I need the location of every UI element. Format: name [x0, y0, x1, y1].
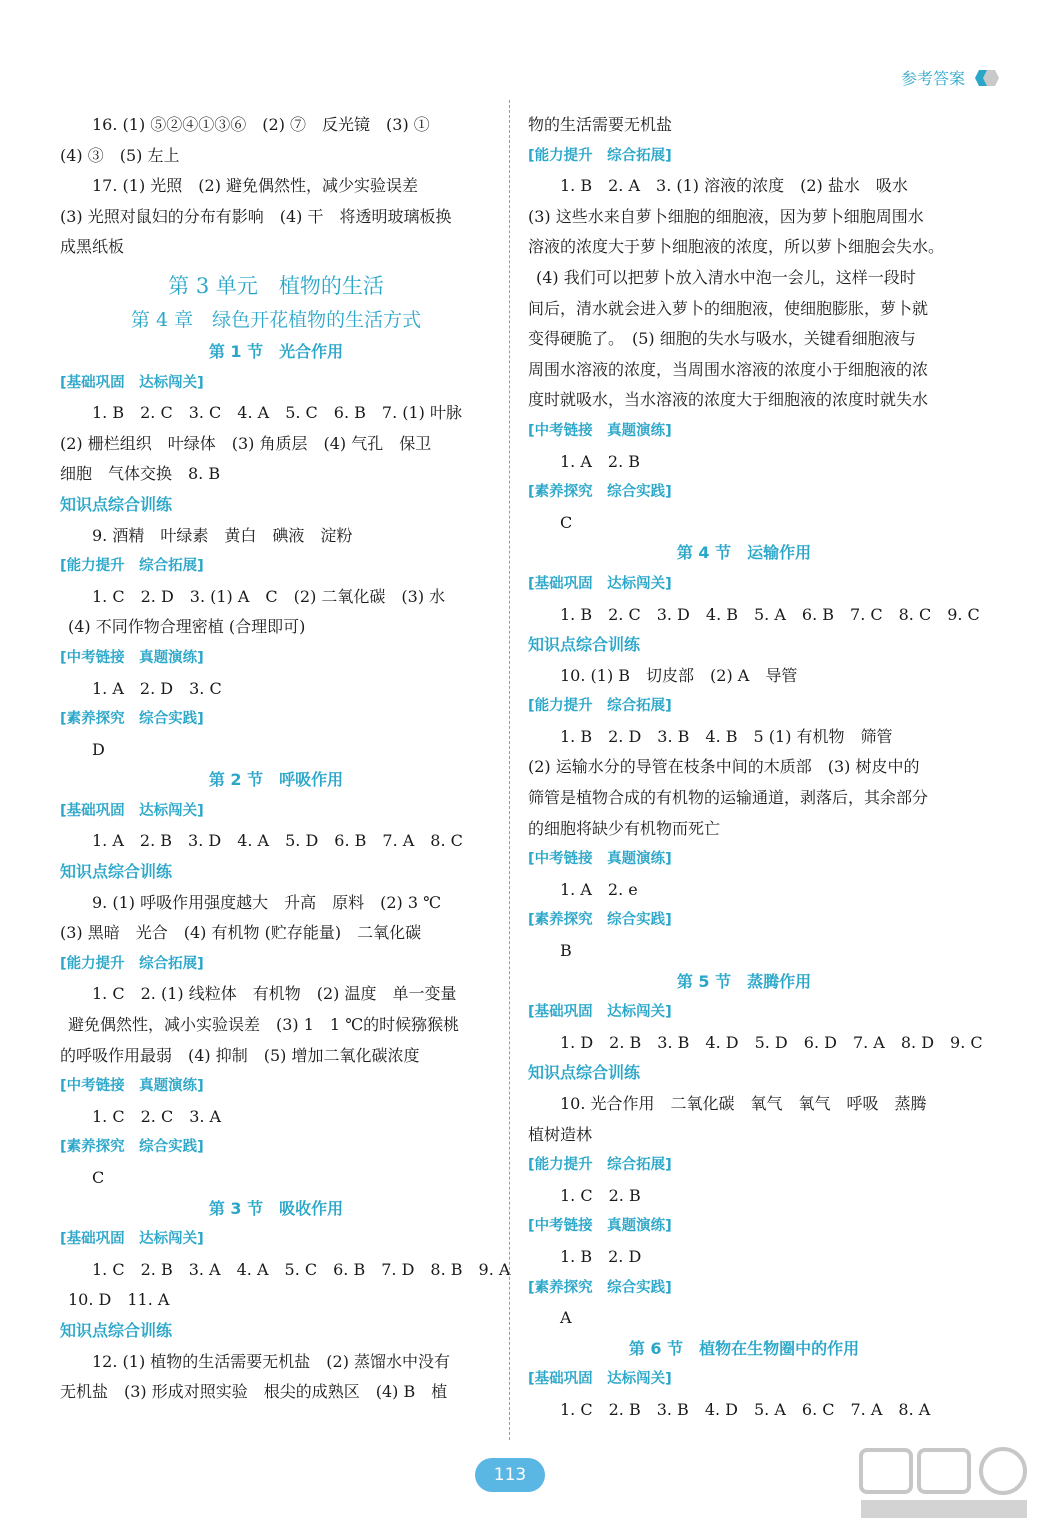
left-column	[60, 110, 511, 1408]
answer-line: 9. 酒精 叶绿素 黄白 碘液 淀粉	[92, 525, 353, 545]
answer-line: 间后，清水就会进入萝卜的细胞液，使细胞膨胀，萝卜就	[528, 298, 929, 318]
answer-line: 10. D 11. A	[68, 1290, 170, 1310]
section-tag: [中考链接 真题演练]	[60, 649, 204, 666]
section-tag: [素养探究 综合实践]	[60, 1139, 204, 1156]
section-title: 第 5 节 蒸腾作用	[676, 971, 812, 991]
answer-line: 细胞 气体交换 8. B	[60, 464, 221, 484]
section-tag: [基础巩固 达标闯关]	[528, 1371, 672, 1388]
watermark-logo	[857, 1444, 1037, 1524]
answer-line: 周围水溶液的浓度，当周围水溶液的浓度小于细胞液的浓	[528, 359, 929, 379]
answer-line: 1. A 2. B 3. D 4. A 5. D 6. B 7. A 8. C	[92, 831, 463, 851]
answer-line: 物的生活需要无机盐	[528, 115, 673, 134]
knowledge-heading: 知识点综合训练	[528, 635, 641, 655]
knowledge-heading: 知识点综合训练	[528, 1063, 641, 1083]
section-tag: [基础巩固 达标闯关]	[528, 575, 672, 592]
page-number: 113	[493, 1465, 527, 1485]
section-title: 第 4 节 运输作用	[676, 543, 812, 563]
section-tag: [中考链接 真题演练]	[60, 1078, 204, 1095]
header-section-label	[901, 66, 997, 89]
answer-line: 1. C 2. C 3. A	[92, 1106, 222, 1126]
answer-line: 1. B 2. D	[560, 1246, 642, 1266]
chapter-title: 第 4 章 绿色开花植物的生活方式	[130, 308, 422, 331]
answer-line: 12. (1) 植物的生活需要无机盐 (2) 蒸馏水中没有	[92, 1351, 451, 1371]
answer-line: 1. A 2. D 3. C	[92, 678, 222, 698]
answer-line: 16. (1) ⑤②④①③⑥ (2) ⑦ 反光镜 (3) ①	[92, 115, 430, 134]
answer-line: 1. C 2. (1) 线粒体 有机物 (2) 温度 单一变量	[92, 984, 457, 1004]
section-tag: [能力提升 综合拓展]	[60, 955, 204, 972]
section-tag: [中考链接 真题演练]	[528, 851, 672, 868]
unit-title: 第 3 单元 植物的生活	[168, 273, 384, 298]
section-tag: [能力提升 综合拓展]	[60, 558, 204, 575]
section-tag: [基础巩固 达标闯关]	[60, 1231, 204, 1248]
section-tag: [素养探究 综合实践]	[528, 912, 672, 929]
answer-line: D	[92, 739, 105, 759]
section-tag: [素养探究 综合实践]	[528, 1279, 672, 1296]
answer-line: 17. (1) 光照 (2) 避免偶然性，减少实验误差	[92, 176, 419, 196]
answer-line: (4) 我们可以把萝卜放入清水中泡一会儿，这样一段时	[536, 267, 916, 287]
section-tag: [基础巩固 达标闯关]	[60, 802, 204, 819]
knowledge-heading: 知识点综合训练	[60, 494, 173, 514]
right-column	[528, 110, 983, 1426]
answer-line: 1. B 2. C 3. C 4. A 5. C 6. B 7. (1) 叶脉	[92, 403, 463, 423]
answer-line: (4) ③ (5) 左上	[60, 145, 180, 165]
answer-line: 无机盐 (3) 形成对照实验 根尖的成熟区 (4) B 植	[60, 1382, 448, 1402]
section-tag: [中考链接 真题演练]	[528, 1218, 672, 1235]
section-title: 第 3 节 吸收作用	[208, 1198, 344, 1218]
answer-line: 的呼吸作用最弱 (4) 抑制 (5) 增加二氧化碳浓度	[60, 1045, 420, 1065]
answer-line: 10. (1) B 切皮部 (2) A 导管	[560, 665, 798, 685]
answer-line: 1. C 2. D 3. (1) A C (2) 二氧化碳 (3) 水	[92, 586, 446, 606]
answer-line: (3) 黑暗 光合 (4) 有机物 (贮存能量) 二氧化碳	[60, 923, 422, 943]
answer-line: 变得硬脆了。 (5) 细胞的失水与吸水，关键看细胞液与	[528, 329, 916, 349]
answer-line: 1. D 2. B 3. B 4. D 5. D 6. D 7. A 8. D 9. C	[560, 1032, 983, 1052]
hexagon-icon	[971, 67, 997, 89]
section-tag: [基础巩固 达标闯关]	[528, 1004, 672, 1021]
section-tag: [基础巩固 达标闯关]	[60, 374, 204, 391]
answer-line: C	[560, 512, 573, 532]
knowledge-heading: 知识点综合训练	[60, 1320, 173, 1340]
answer-line: 筛管是植物合成的有机物的运输通道，剥落后，其余部分	[528, 788, 929, 808]
section-tag: [能力提升 综合拓展]	[528, 1157, 672, 1174]
section-title: 第 1 节 光合作用	[208, 341, 344, 361]
section-title: 第 6 节 植物在生物圈中的作用	[628, 1338, 860, 1358]
answer-line: 1. B 2. A 3. (1) 溶液的浓度 (2) 盐水 吸水	[560, 176, 908, 196]
answer-line: 避免偶然性，减小实验误差 (3) 1 1 ℃的时候猕猴桃	[68, 1015, 460, 1035]
section-tag: [能力提升 综合拓展]	[528, 698, 672, 715]
answer-line: 1. C 2. B 3. B 4. D 5. A 6. C 7. A 8. A	[560, 1399, 931, 1419]
knowledge-heading: 知识点综合训练	[60, 862, 173, 882]
answer-line: 的细胞将缺少有机物而死亡	[528, 818, 721, 838]
answer-line: 1. B 2. C 3. D 4. B 5. A 6. B 7. C 8. C 9. C	[560, 604, 980, 624]
answer-line: (3) 这些水来自萝卜细胞的细胞液，因为萝卜细胞周围水	[528, 206, 924, 226]
answer-line: 10. 光合作用 二氧化碳 氧气 氧气 呼吸 蒸腾	[560, 1094, 927, 1113]
answer-line: 1. A 2. e	[560, 879, 638, 899]
header-label-text: 参考答案	[900, 69, 965, 88]
section-tag: [中考链接 真题演练]	[528, 422, 672, 439]
answer-line: 度时就吸水，当水溶液的浓度大于细胞液的浓度时就失水	[528, 390, 929, 410]
column-divider	[509, 100, 510, 1440]
section-tag: [素养探究 综合实践]	[528, 484, 672, 501]
section-tag: [能力提升 综合拓展]	[528, 147, 672, 164]
answer-line: 9. (1) 呼吸作用强度越大 升高 原料 (2) 3 ℃	[92, 892, 442, 912]
answer-line: (2) 运输水分的导管在枝条中间的木质部 (3) 树皮中的	[528, 757, 920, 777]
answer-line: 1. A 2. B	[560, 451, 641, 471]
section-tag: [素养探究 综合实践]	[60, 711, 204, 728]
answer-line: (3) 光照对鼠妇的分布有影响 (4) 干 将透明玻璃板换	[60, 206, 452, 226]
answer-line: 1. C 2. B	[560, 1185, 641, 1205]
answer-line: 植树造林	[528, 1124, 593, 1144]
answer-line: 1. C 2. B 3. A 4. A 5. C 6. B 7. D 8. B 9. A	[92, 1259, 511, 1279]
answer-line: C	[92, 1168, 105, 1187]
section-title: 第 2 节 呼吸作用	[208, 770, 344, 790]
answer-line: 溶液的浓度大于萝卜细胞液的浓度，所以萝卜细胞会失水。	[528, 237, 945, 257]
page-number-badge	[475, 1458, 545, 1492]
answer-line: A	[560, 1308, 572, 1328]
answer-line: (4) 不同作物合理密植 (合理即可)	[68, 617, 306, 637]
answer-line: 1. B 2. D 3. B 4. B 5 (1) 有机物 筛管	[560, 726, 893, 746]
answer-line: B	[560, 941, 572, 961]
answer-line: (2) 栅栏组织 叶绿体 (3) 角质层 (4) 气孔 保卫	[60, 433, 432, 453]
answer-line: 成黑纸板	[60, 237, 125, 257]
